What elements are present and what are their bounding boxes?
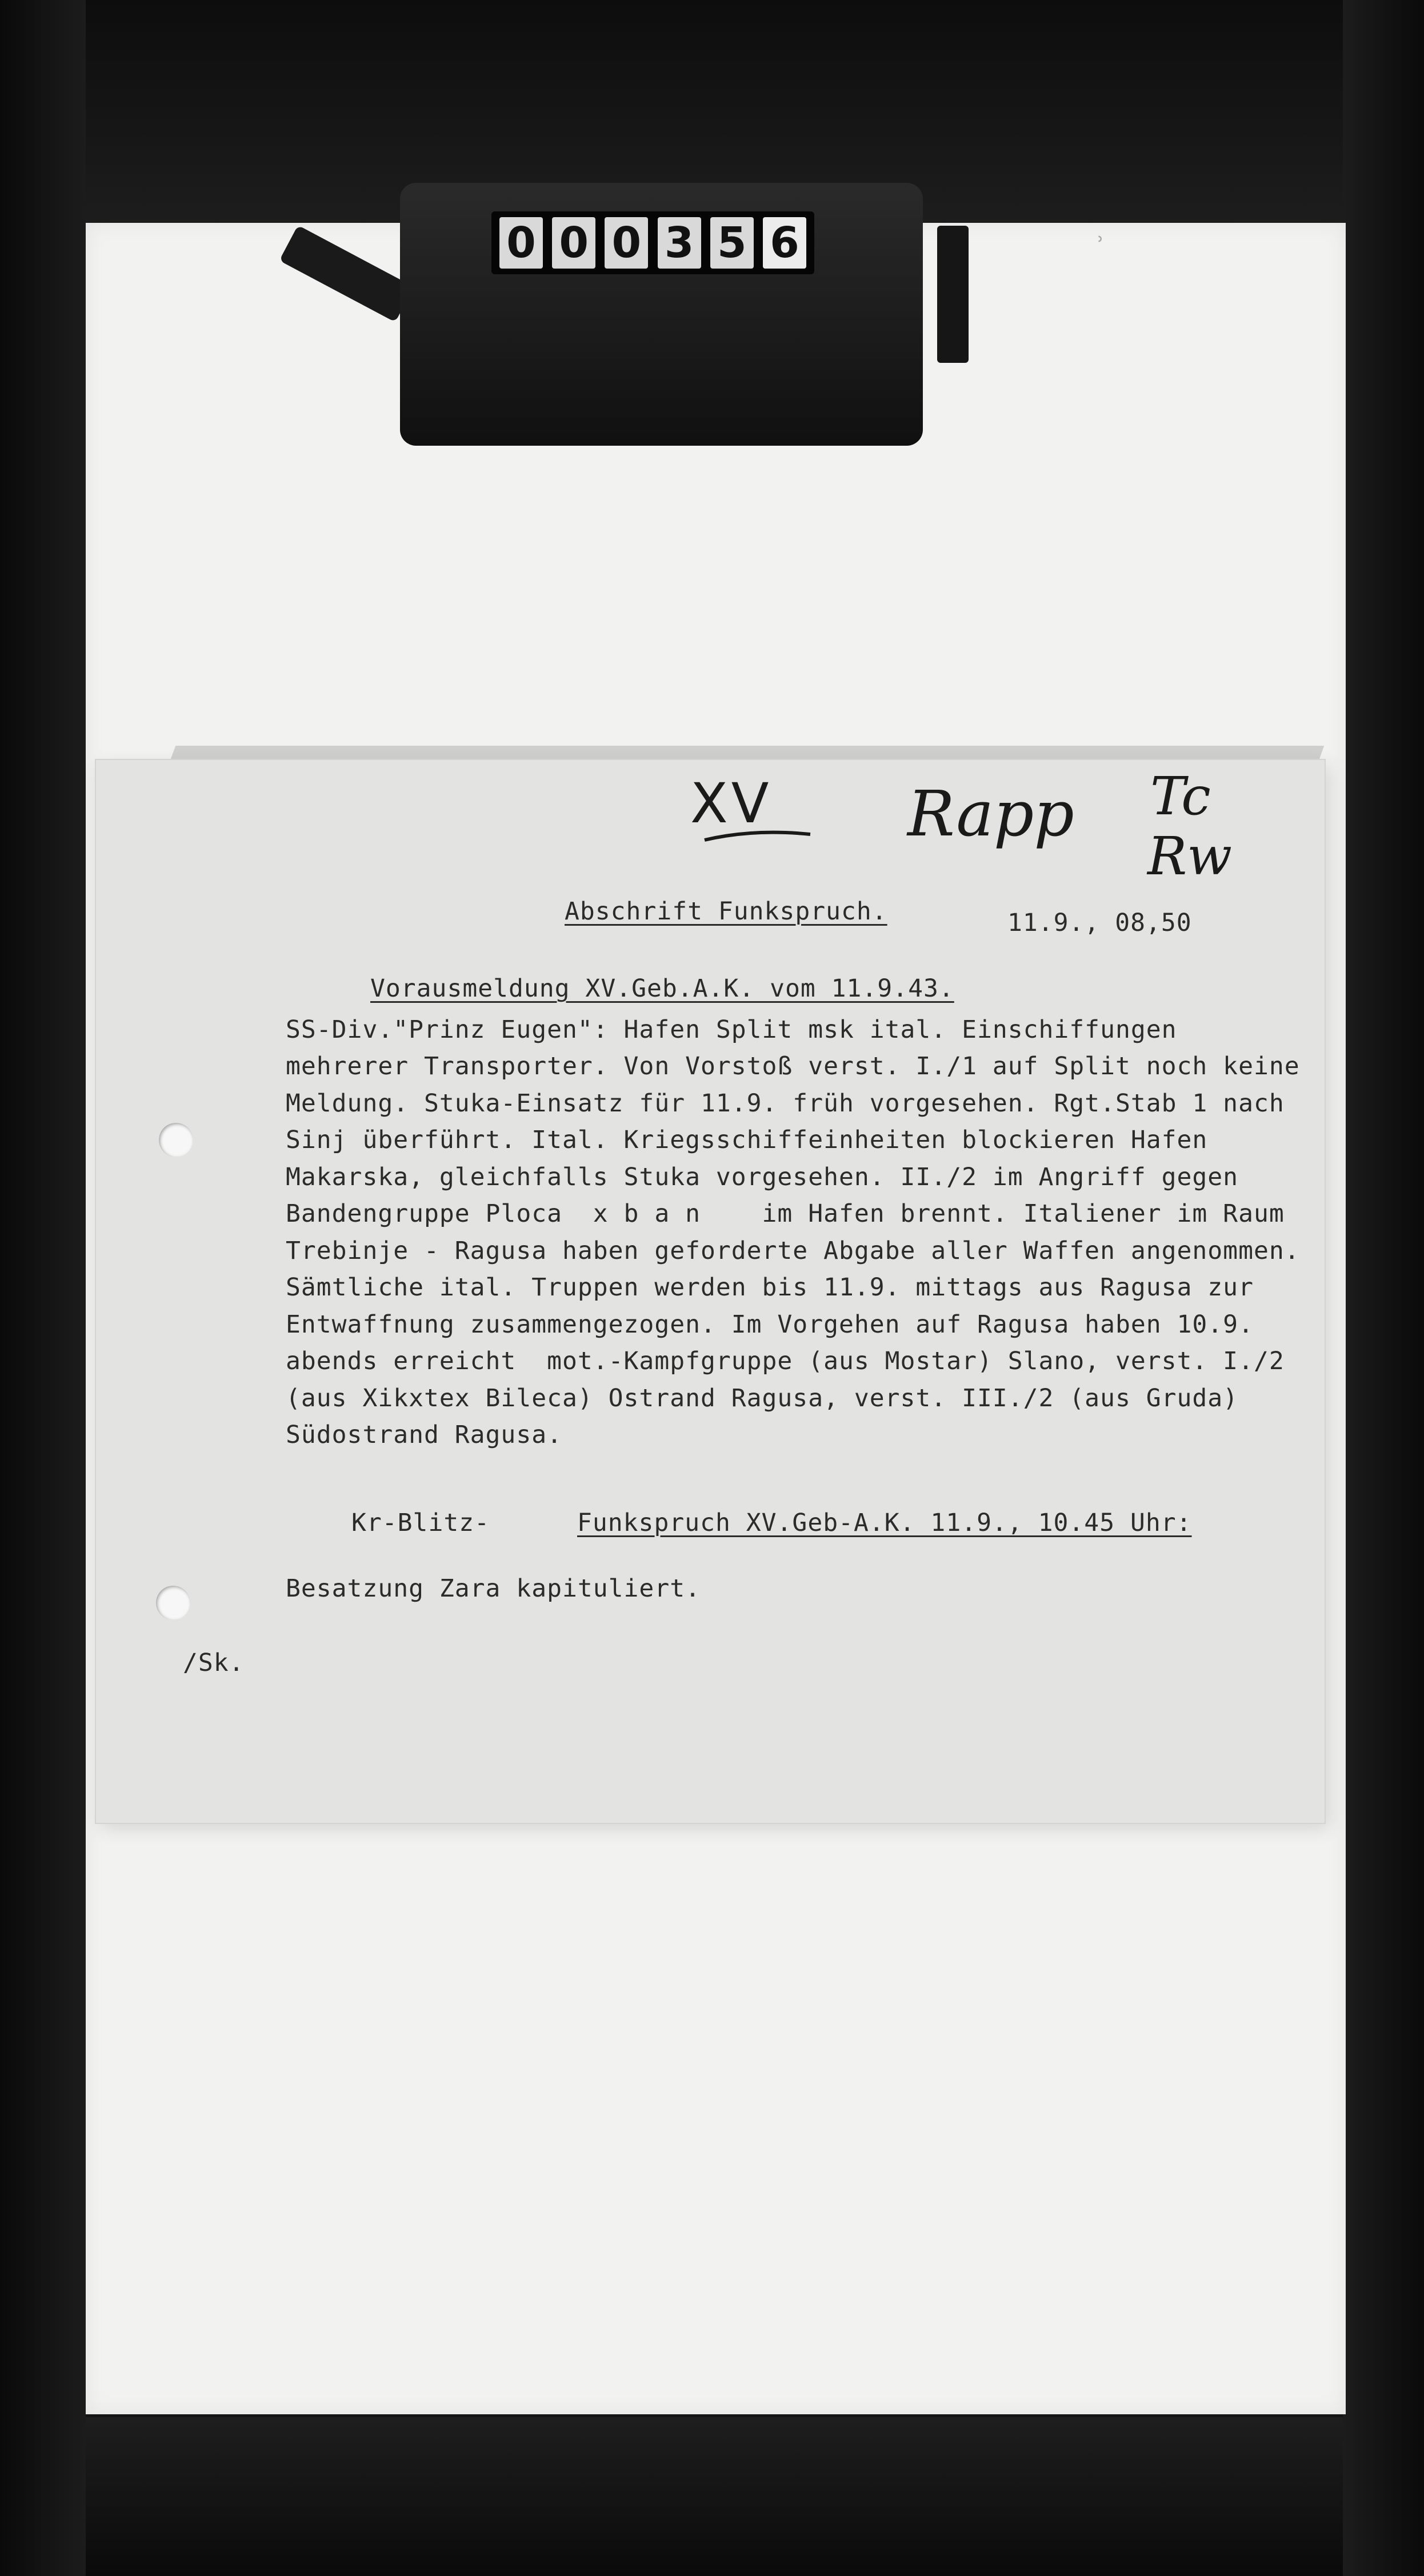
counter-digit: 0	[605, 217, 648, 269]
body-line: Sämtliche ital. Truppen werden bis 11.9. mittags aus Ragusa zur	[286, 1273, 1254, 1302]
body-line: Meldung. Stuka-Einsatz für 11.9. früh vorgesehen. Rgt.Stab 1 nach	[286, 1089, 1285, 1118]
report-heading: Vorausmeldung XV.Geb.A.K. vom 11.9.43.	[370, 974, 954, 1003]
film-border-left	[0, 0, 86, 2576]
counter-digit: 0	[552, 217, 595, 269]
film-border-right	[1343, 0, 1424, 2576]
body-line: mehrerer Transporter. Von Vorstoß verst. I./1 auf Split noch keine	[286, 1052, 1300, 1081]
document-page	[96, 760, 1325, 1823]
handwritten-initials-bottom: Rw	[1147, 826, 1233, 887]
punch-hole	[156, 1586, 190, 1620]
body-line: Südostrand Ragusa.	[286, 1421, 562, 1449]
footer-reference: /Sk.	[183, 1649, 245, 1677]
film-border-bottom	[0, 2417, 1424, 2576]
counter-display	[491, 211, 814, 274]
counter-digit: 0	[499, 217, 543, 269]
body-line: Sinj überführt. Ital. Kriegsschiffeinheiten blockieren Hafen	[286, 1126, 1208, 1154]
body-line: Entwaffnung zusammengezogen. Im Vorgehen auf Ragusa haben 10.9.	[286, 1310, 1254, 1339]
handwritten-signature: Rapp	[907, 777, 1074, 850]
handwritten-stroke	[702, 826, 816, 849]
priority-label: Kr-Blitz-	[351, 1509, 490, 1537]
second-message-text: Besatzung Zara kapituliert.	[286, 1574, 701, 1603]
counter-digit: 5	[710, 217, 754, 269]
corner-mark: ʾ	[1097, 231, 1105, 259]
counter-digit: 3	[658, 217, 701, 269]
body-line: Makarska, gleichfalls Stuka vorgesehen. II./2 im Angriff gegen	[286, 1163, 1239, 1191]
punch-hole	[159, 1123, 193, 1157]
body-line: Trebinje - Ragusa haben geforderte Abgabe aller Waffen angenommen.	[286, 1237, 1300, 1265]
handwritten-initials-top: Tc	[1150, 766, 1211, 827]
handwritten-roman-numeral: XV	[690, 771, 773, 835]
body-line: (aus Xikxtex Bileca) Ostrand Ragusa, verst. III./2 (aus Gruda)	[286, 1384, 1239, 1413]
body-line: abends erreicht mot.-Kampfgruppe (aus Mostar) Slano, verst. I./2	[286, 1347, 1285, 1375]
body-line: Bandengruppe Ploca x b a n im Hafen brennt. Italiener im Raum	[286, 1199, 1285, 1228]
second-message-heading: Funkspruch XV.Geb-A.K. 11.9., 10.45 Uhr:	[577, 1509, 1192, 1537]
counter-knob	[937, 226, 969, 363]
counter-digit: 6	[763, 217, 806, 269]
document-title: Abschrift Funkspruch.	[565, 897, 887, 926]
document-date-time: 11.9., 08,50	[1007, 909, 1192, 937]
body-line: SS-Div."Prinz Eugen": Hafen Split msk ital. Einschiffungen	[286, 1015, 1177, 1044]
